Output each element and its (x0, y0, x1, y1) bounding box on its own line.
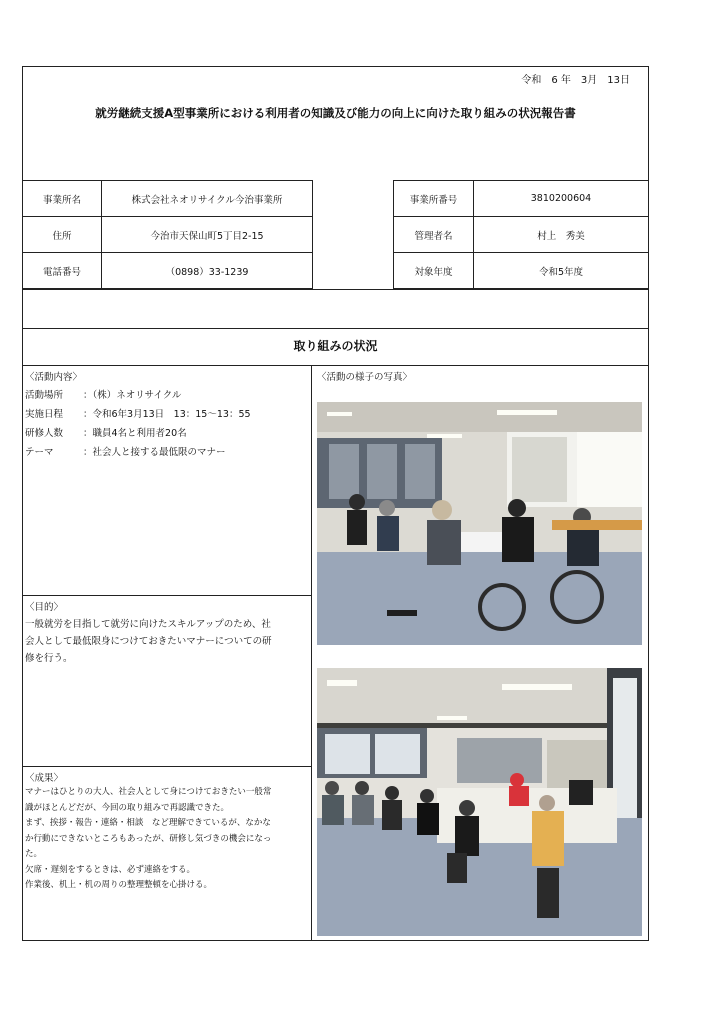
divider (22, 595, 311, 596)
participants-label: 研修人数 (25, 428, 64, 439)
activity-place-label: 活動場所 (25, 390, 64, 401)
theme-label: テーマ (25, 447, 54, 458)
divider (22, 289, 649, 290)
activity-date-value: ：令和6年3月13日 13：15～13：55 (83, 409, 251, 420)
result-line: た。 (25, 849, 43, 859)
office-name-label: 事業所名 (23, 181, 102, 217)
table-row (394, 253, 649, 289)
purpose-heading: 〈目的〉 (25, 602, 64, 613)
theme-value: ：社会人と接する最低限のマナー (83, 447, 226, 458)
result-line: か行動にできないところもあったが、研修し気づきの機会になっ (25, 833, 272, 844)
address-value: 今治市天保山町5丁目2-15 (102, 217, 313, 253)
result-line: 識がほとんどだが、今回の取り組みで再認識できた。 (25, 802, 230, 813)
result-line: 欠席・遅刻をするときは、必ず連絡をする。 (25, 864, 196, 875)
table-row (394, 181, 649, 217)
photos-heading: 〈活動の様子の写真〉 (317, 372, 413, 383)
participants-row (25, 425, 187, 439)
purpose-line: 会人として最低限身につけておきたいマナーについての研 (25, 636, 272, 647)
activity-date-label: 実施日程 (25, 409, 64, 420)
theme-row (25, 444, 226, 458)
activity-photo-2 (317, 668, 642, 936)
table-row (23, 253, 313, 289)
phone-value: （0898）33-1239 (102, 253, 313, 289)
office-name-value: 株式会社ネオリサイクル今治事業所 (102, 181, 313, 217)
fiscal-year-value: 令和5年度 (474, 253, 649, 289)
fiscal-year-label: 対象年度 (394, 253, 474, 289)
column-divider (311, 366, 312, 941)
office-number-label: 事業所番号 (394, 181, 474, 217)
purpose-text (25, 616, 308, 667)
result-heading: 〈成果〉 (25, 773, 64, 784)
table-row (23, 217, 313, 253)
phone-label: 電話番号 (23, 253, 102, 289)
activity-date-row (25, 406, 251, 420)
result-line: まず、挨拶・報告・連絡・相談 など理解できているが、なかな (25, 818, 271, 828)
activity-heading: 〈活動内容〉 (25, 372, 83, 383)
manager-label: 管理者名 (394, 217, 474, 253)
activity-place-value: ：（株）ネオリサイクル (83, 390, 182, 401)
activity-photo-1 (317, 402, 642, 645)
divider (22, 766, 311, 767)
report-date: 令和 6 年 3月 13日 (521, 75, 630, 86)
report-title: 就労継続支援A型事業所における利用者の知識及び能力の向上に向けた取り組みの状況報告書 (95, 106, 576, 120)
activity-place-row (25, 387, 181, 401)
office-info-table (22, 180, 313, 289)
divider (22, 328, 649, 329)
office-number-value: 3810200604 (474, 181, 649, 217)
address-label: 住所 (23, 217, 102, 253)
manager-value: 村上 秀美 (474, 217, 649, 253)
divider (22, 365, 649, 366)
office-number-table (393, 180, 649, 289)
table-row (23, 181, 313, 217)
result-line: マナーはひとりの大人、社会人として身につけておきたい一般常 (25, 787, 272, 797)
table-row (394, 217, 649, 253)
result-line: 作業後、机上・机の周りの整理整頓を心掛ける。 (25, 880, 213, 890)
result-text (25, 785, 308, 894)
section-title: 取り組みの状況 (293, 339, 378, 353)
participants-value: ：職員4名と利用者20名 (83, 428, 187, 439)
purpose-line: 修を行う。 (25, 653, 73, 664)
purpose-line: 一般就労を目指して就労に向けたスキルアップのため、社 (25, 619, 271, 630)
